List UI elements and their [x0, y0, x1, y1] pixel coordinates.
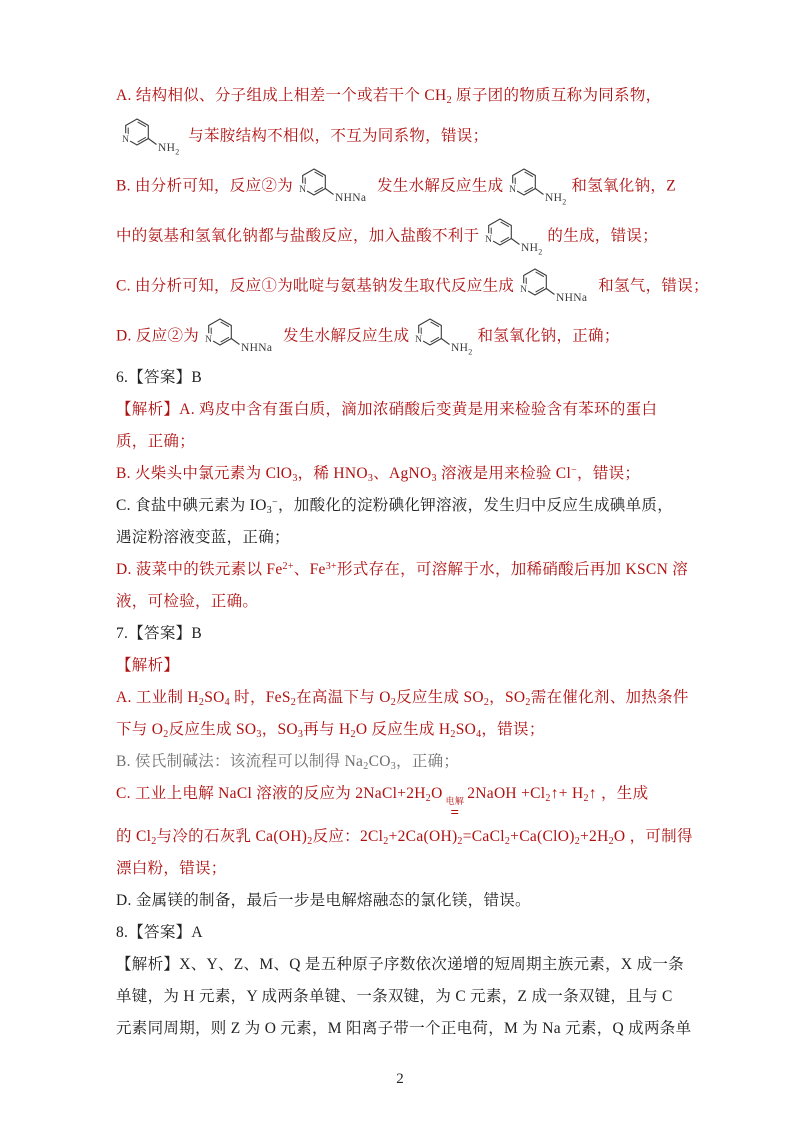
- svg-text:N: N: [485, 234, 493, 245]
- text-run: 【解析】X、Y、Z、M、Q 是五种原子序数依次递增的短周期主族元素，X 成一条: [116, 956, 684, 973]
- text-line: [116, 490, 688, 522]
- text-run: 在高温下与 O: [296, 689, 391, 706]
- formula-subscript: 4: [476, 729, 482, 740]
- formula-supscript: −: [571, 465, 578, 476]
- svg-text:NHNa: NHNa: [556, 292, 588, 304]
- text-run: 需在催化剂、加热条件: [530, 689, 689, 706]
- text-line: [116, 522, 688, 554]
- formula-subscript: 3: [431, 473, 437, 484]
- formula-subscript: 2: [290, 697, 297, 708]
- text-line: [116, 262, 709, 312]
- text-run: 质，正确；: [116, 433, 196, 450]
- text-line: [116, 917, 688, 949]
- text-run: 和氢氧化钠，Z: [571, 177, 676, 195]
- text-line: [116, 885, 688, 917]
- text-run: 原子团的物质互称为同系物，: [451, 87, 662, 104]
- formula-subscript: 3: [390, 761, 397, 772]
- formula-subscript: 2: [545, 793, 551, 804]
- pyridine-NH2-diagram: [504, 164, 570, 210]
- text-line: [116, 618, 688, 650]
- text-run: 发生水解反应生成: [283, 327, 410, 345]
- text-run: ↑ ，生成: [588, 785, 649, 802]
- text-run: +Ca(ClO): [510, 828, 575, 845]
- text-run: 漂白粉，错误；: [116, 860, 227, 877]
- formula-subscript: 2: [450, 729, 456, 740]
- formula-subscript: 3: [266, 505, 273, 516]
- svg-text:NH2: $NH_2$: [451, 342, 473, 357]
- text-run: ，加酸化的淀粉碘化钾溶液，发生归中反应生成碘单质，: [278, 497, 674, 514]
- text-run: 遇淀粉溶液变蓝，正确；: [116, 529, 290, 546]
- text-line: [116, 1013, 692, 1045]
- text-line: [116, 162, 688, 212]
- formula-subscript: 2: [350, 729, 356, 740]
- text-run: ，正确；: [396, 753, 460, 770]
- document-body: [116, 80, 709, 1045]
- text-run: O: [431, 785, 443, 802]
- page-number: 2: [396, 1071, 404, 1087]
- text-run: 中的氨基和氢氧化钠都与盐酸反应，加入盐酸不利于: [116, 227, 480, 245]
- reaction-condition-overset: 电解 =: [445, 796, 465, 821]
- formula-supscript: 2+: [282, 561, 294, 572]
- text-run: 再与 H: [303, 721, 351, 738]
- formula-subscript: 2: [151, 836, 157, 847]
- text-run: A. 工业制 H: [116, 689, 199, 706]
- text-run: SO: [204, 689, 225, 706]
- text-run: C. 工业上电解 NaCl 溶液的反应为 2NaCl+2H: [116, 785, 426, 802]
- text-line: [116, 362, 688, 394]
- text-run: 的 Cl: [116, 828, 152, 845]
- pyridine-NHNa-diagram: [294, 164, 376, 210]
- text-run: 下与 O: [116, 721, 164, 738]
- formula-subscript: 2: [425, 793, 432, 804]
- pyridine-NH2-diagram: [410, 314, 476, 360]
- pyridine-NHNa-diagram: [515, 264, 597, 310]
- text-line: [116, 714, 688, 746]
- pyridine-NHNa-diagram: [200, 314, 282, 360]
- text-run: 单键，为 H 元素，Y 成两条单键、一条双键，为 C 元素，Z 成一条双键，且与 C: [116, 988, 673, 1005]
- text-run: O 反应生成 H: [355, 721, 451, 738]
- text-run: 2NaOH +Cl: [467, 785, 546, 802]
- text-run: 的生成，错误；: [547, 227, 659, 245]
- text-run: 反应生成 SO: [396, 689, 484, 706]
- svg-text:N: N: [122, 134, 130, 145]
- text-run: 形式存在，可溶解于水，加稀硝酸后再加 KSCN 溶: [336, 561, 689, 578]
- svg-text:NH2: $NH_2$: [521, 242, 543, 257]
- text-line: [116, 554, 688, 586]
- text-run: ，错误；: [481, 721, 545, 738]
- svg-text:N: N: [520, 284, 528, 295]
- formula-subscript: 3: [292, 473, 298, 484]
- text-line: [116, 746, 688, 778]
- text-run: 【解析】: [116, 657, 180, 674]
- text-line: [116, 853, 688, 885]
- text-line: [116, 426, 688, 458]
- text-run: 发生水解反应生成: [377, 177, 504, 195]
- text-run: 、Fe: [293, 561, 326, 578]
- text-run: B. 由分析可知，反应②为: [116, 177, 293, 195]
- text-run: B. 侯氏制碱法：该流程可以制得 Na: [116, 753, 364, 770]
- formula-subscript: 2: [574, 836, 580, 847]
- text-line: [116, 821, 693, 853]
- text-run: 与苯胺结构不相似，不互为同系物，错误；: [184, 127, 489, 145]
- text-run: CO: [368, 753, 391, 770]
- text-run: 和氢气，错误；: [598, 277, 709, 295]
- text-run: 、AgNO: [373, 465, 432, 482]
- text-run: 【解析】A. 鸡皮中含有蛋白质，滴加浓硝酸后变黄是用来检验含有苯环的蛋白: [116, 401, 658, 418]
- formula-subscript: 2: [383, 836, 389, 847]
- svg-text:NH2: $NH_2$: [545, 192, 567, 207]
- text-run: B. 火柴头中氯元素为 ClO: [116, 465, 293, 482]
- text-run: D. 菠菜中的铁元素以 Fe: [116, 561, 283, 578]
- text-run: 和氢氧化钠，正确；: [477, 327, 620, 345]
- formula-subscript: 2: [483, 697, 490, 708]
- svg-text:NHNa: NHNa: [335, 192, 367, 204]
- text-line: [116, 394, 688, 426]
- text-run: 反应生成 SO: [168, 721, 257, 738]
- text-run: ，稀 HNO: [297, 465, 368, 482]
- formula-subscript: 2: [583, 793, 589, 804]
- text-run: D. 反应②为: [116, 327, 200, 345]
- formula-subscript: 4: [224, 697, 230, 708]
- formula-subscript: 3: [256, 729, 262, 740]
- text-line: [116, 981, 688, 1013]
- formula-subscript: 2: [446, 95, 452, 106]
- text-line: [116, 112, 688, 162]
- text-line: [116, 586, 688, 618]
- text-line: [116, 212, 688, 262]
- formula-subscript: 2: [363, 761, 369, 772]
- text-line: [116, 778, 688, 821]
- formula-subscript: 2: [457, 836, 463, 847]
- text-run: 溶液是用来检验 Cl: [436, 465, 572, 482]
- formula-subscript: 2: [390, 697, 397, 708]
- formula-subscript: 3: [367, 473, 374, 484]
- svg-text:N: N: [299, 184, 307, 195]
- text-run: C. 食盐中碘元素为 IO: [116, 497, 267, 514]
- text-run: C. 由分析可知，反应①为吡啶与氨基钠发生取代反应生成: [116, 277, 515, 295]
- text-run: ，SO: [261, 721, 298, 738]
- text-run: ，SO: [489, 689, 526, 706]
- formula-subscript: 2: [307, 836, 313, 847]
- text-run: O ，可制得: [613, 828, 693, 845]
- text-run: A. 结构相似、分子组成上相差一个或若干个 CH: [116, 87, 447, 104]
- formula-supscript: 3+: [325, 561, 337, 572]
- text-run: ，错误；: [577, 465, 641, 482]
- text-run: 6.【答案】B: [116, 369, 203, 386]
- text-run: +2H: [580, 828, 609, 845]
- text-run: 反应：2Cl: [312, 828, 384, 845]
- text-run: 元素同周期，则 Z 为 O 元素，M 阳离子带一个正电荷，M 为 Na 元素，Q 成两条单: [116, 1020, 692, 1037]
- text-run: D. 金属镁的制备，最后一步是电解熔融态的氯化镁，错误。: [116, 892, 531, 909]
- text-run: 与冷的石灰乳 Ca(OH): [156, 828, 308, 845]
- text-run: 液，可检验，正确。: [116, 593, 259, 610]
- text-line: [116, 682, 688, 714]
- text-line: [116, 949, 688, 981]
- text-run: SO: [455, 721, 477, 738]
- pyridine-NH2-diagram: [117, 114, 183, 160]
- svg-text:N: N: [415, 334, 423, 345]
- text-run: 7.【答案】B: [116, 625, 203, 642]
- formula-subscript: 2: [163, 729, 169, 740]
- text-line: [116, 458, 688, 490]
- text-run: 时，FeS: [229, 689, 291, 706]
- text-line: [116, 650, 688, 682]
- text-line: [116, 312, 688, 362]
- svg-text:N: N: [509, 184, 517, 195]
- formula-subscript: 2: [504, 836, 511, 847]
- text-run: =CaCl: [462, 828, 505, 845]
- text-run: 8.【答案】A: [116, 924, 203, 941]
- svg-text:NHNa: NHNa: [241, 342, 273, 354]
- text-run: ↑+ H: [550, 785, 584, 802]
- pyridine-NH2-diagram: [480, 214, 546, 260]
- text-line: [116, 80, 688, 112]
- text-run: +2Ca(OH): [388, 828, 458, 845]
- formula-subscript: 2: [525, 697, 531, 708]
- svg-text:NH2: $NH_2$: [158, 142, 180, 157]
- formula-supscript: −: [272, 497, 278, 508]
- formula-subscript: 2: [198, 697, 205, 708]
- formula-subscript: 3: [297, 729, 304, 740]
- formula-subscript: 2: [608, 836, 614, 847]
- svg-text:N: N: [205, 334, 213, 345]
